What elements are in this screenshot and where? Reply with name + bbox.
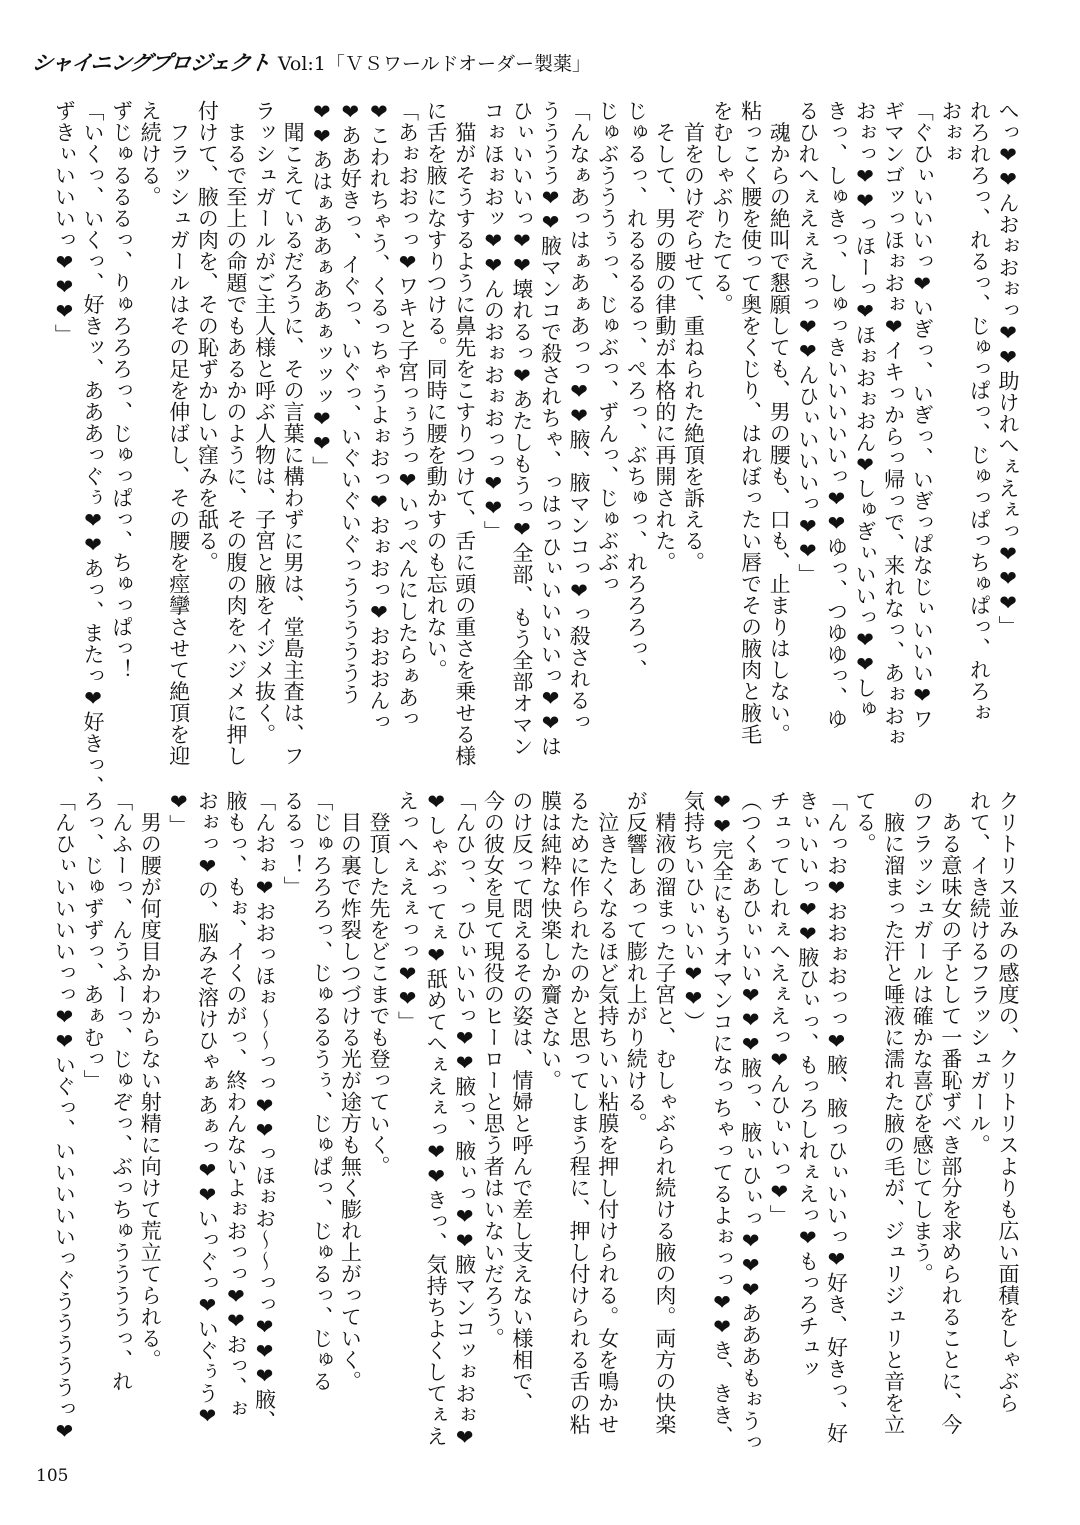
text-column: まるで至上の命題でもあるかのように、その腹の肉をハジメに押し: [223, 100, 248, 767]
text-column: 「んおぉ❤おおっほぉ〜〜っっ❤❤っほぉお〜〜っっ❤❤❤腋、: [252, 790, 277, 1432]
text-column: えっへぇえぇっっ❤❤」: [395, 790, 420, 1033]
text-column: 首をのけぞらせて、重ねられた絶頂を訴える。: [681, 100, 706, 573]
text-column: 「じゅろろろっ、じゅるるうぅ、じゅぱっ、じゅるっ、じゅる: [309, 790, 334, 1392]
text-column: るために作られたのかと思ってしまう程に、押し付けられる舌の粘: [567, 790, 592, 1435]
text-column: ギマンゴッっほぉおぉ❤イキっからっ帰っで、来れなっ、あぉおぉ: [881, 100, 906, 748]
text-column: きっ、しゅきっ、しゅっきいいいいいっ❤❤ゆっ、つゆゆっ、ゆ: [824, 100, 849, 730]
text-column: 「んなぁあっはぁあぁあっっ❤❤腋、腋マンコっ❤っ殺されるっ: [567, 100, 592, 733]
text-column: ろっ、じゅずずっ、あぁむっ」: [81, 790, 105, 1091]
text-column: 腋に溜まった汗と唾液に濡れた腋の毛が、ジュリジュリと音を立: [881, 790, 906, 1435]
text-column: が反響しあって膨れ上がり続ける。: [624, 790, 649, 1134]
text-column: フラッシュガールはその足を伸ばし、その腰を痙攣させて絶頂を迎: [166, 100, 191, 767]
text-column: 登頂した先をどこまでも登っていく。: [366, 790, 391, 1177]
text-column: 精液の溜まった子宮と、むしゃぶられ続ける腋の肉。両方の快楽: [652, 790, 677, 1435]
volume-title: Vol:1「ＶＳワールドオーダー製薬」: [277, 52, 591, 75]
text-column: え続ける。: [138, 100, 163, 208]
text-column: 「んふーっ、んうふーっ、じゅぞっ、ぶっちゅううううっ、れ: [109, 790, 134, 1392]
text-column: るひれへぇえぇえっっ❤❤んひぃいいいっ❤❤」: [795, 100, 820, 585]
text-column: 腋もっ、もぉ、イくのがっ、終わんないよぉおっっ❤❤おっ、ぉ: [223, 790, 248, 1420]
page-number: 105: [36, 1466, 69, 1486]
text-column: おぉっ❤❤っほーっ❤ほぉおぉおん❤しゅぎぃいいっ❤❤しゅ: [853, 100, 878, 720]
text-column: るるっ！」: [281, 790, 306, 898]
text-column: のフラッシュガールは確かな喜びを感じてしまう。: [910, 790, 935, 1285]
text-column: 目の裏で炸裂しつづける光が途方も無く膨れ上がっていく。: [338, 790, 363, 1392]
text-column: おぉっ❤の、脳みそ溶けひゃぁあぁっ❤❤いっぐっ❤いぐぅう❤: [195, 790, 220, 1429]
text-column: チュってしれぇへえぇえっ❤んひぃいっ❤」: [767, 790, 792, 1226]
text-column: 泣きたくなるほど気持ちいい粘膜を押し付けられる。女を鳴かせ: [595, 790, 620, 1435]
text-column: ❤ああ好きっ、イぐっ、いぐっ、いぐいぐいぐっうううううう: [338, 100, 363, 705]
running-header: [32, 44, 591, 80]
text-column: をむしゃぶりたてる。: [710, 100, 735, 315]
text-column: 付けて、腋の肉を、その恥ずかしい窪みを舐る。: [195, 100, 220, 573]
text-column: 「いくっ、いくっ、好きッ、あああっぐぅ❤❤あっ、またっ❤好きっ、: [81, 100, 105, 797]
text-column: 「んひっ、っひぃいいっ❤❤腋っ、腋ぃっ❤❤腋マンコッぉおぉ❤: [452, 790, 477, 1450]
text-column: うううう❤❤腋マンコで殺されちゃ、っはっひぃいいいいっ❤❤は: [538, 100, 563, 757]
text-column: 今の彼女を見て現役のヒーローと思う者はいないだろう。: [481, 790, 506, 1349]
text-column: ❤❤あはぁああぁああぁッッッ❤❤」: [309, 100, 334, 478]
text-column: 魂からの絶叫で懇願しても、男の腰も、口も、止まりはしない。: [767, 100, 792, 745]
text-column: 聞こえているだろうに、その言葉に構わずに男は、堂島主査は、フ: [281, 100, 306, 767]
text-column: おぉぉ: [938, 100, 963, 165]
text-column: ❤こわれちゃう、くるっちゃうよぉおっ❤おぉおっ❤おおおんっ: [366, 100, 391, 733]
text-column: ラッシュガールがご主人様と呼ぶ人物は、子宮と腋をイジメ抜く。: [252, 100, 277, 745]
text-column: 粘っこく腰を使って奥をくじり、はれぼったい唇でその腋肉と腋毛: [738, 100, 763, 745]
text-column: ❤しゃぶってぇ❤舐めてへぇえぇっ❤❤きっ、気持ちよくしてぇえ: [424, 790, 449, 1447]
text-column: 「あぉおおっっ❤ワキと子宮っぅうっ❤いっぺんにしたらぁあっ: [395, 100, 420, 730]
text-column: 男の腰が何度目かわからない射精に向けて荒立てられる。: [138, 790, 163, 1371]
text-column: じゅぶうううぅっ、じゅぶっ、ずんっ、じゅぶぶっ: [595, 100, 620, 595]
text-column: コぉほぉおッ❤❤んのおぉおぉおっっ❤❤」: [481, 100, 506, 542]
text-column: きぃいいっ❤❤腋ひぃっ、もっろしれぇえっ❤もっろチュッ: [795, 790, 820, 1380]
text-column: に舌を腋になすりつける。同時に腰を動かすのも忘れない。: [424, 100, 449, 681]
text-column: 「んひぃいいいいっっ❤❤いぐっ、いいいいいっぐうううううっ❤: [52, 790, 77, 1444]
text-column: じゅるっ、れるるるるっ、ぺろっ、ぶちゅっ、れろろろっ、: [624, 100, 649, 681]
text-column: ❤❤完全にもうオマンコになっちゃってるよぉっっ❤❤き、きき、: [710, 790, 735, 1447]
text-column: 「んっお❤おおぉおっっ❤腋、腋っひぃいいっ❤好き、好きっ、好: [824, 790, 849, 1444]
lower-text-tier: [50, 790, 1022, 1453]
text-column: ずきぃいいいっ❤❤❤」: [52, 100, 77, 346]
text-column: へっ❤❤んおぉおぉっ❤❤助けれへぇえぇっ❤❤❤」: [996, 100, 1020, 637]
text-column: そして、男の腰の律動が本格的に再開された。: [652, 100, 677, 573]
text-column: 猫がそうするように鼻先をこすりつけて、舌に頭の重さを乗せる様: [452, 100, 477, 767]
text-column: 「ぐひぃいいいっ❤いぎっ、いぎっ、いぎっぱなじぃいいい❤ワ: [910, 100, 935, 730]
text-column: クリトリス並みの感度の、クリトリスよりも広い面積をしゃぶら: [996, 790, 1020, 1414]
series-logo: シャイニングプロジェクト: [30, 51, 272, 75]
text-column: れて、イき続けるフラッシュガール。: [967, 790, 992, 1156]
text-column: 気持ちいひぃいい❤❤）: [681, 790, 706, 1033]
text-column: ずじゅるるるっ、りゅろろろっ、じゅっぱっ、ちゅっぱっ！: [109, 100, 134, 681]
text-column: ❤」: [166, 790, 191, 836]
upper-text-tier: [50, 100, 1022, 797]
text-column: ひぃいいいっ❤❤壊れるっ❤あたしもうっ❤全部、もう全部オマン: [509, 100, 534, 757]
text-column: てる。: [853, 790, 878, 855]
text-column: ある意味女の子として一番恥ずべき部分を求められることに、今: [938, 790, 963, 1435]
text-column: （つくぁあひぃいい❤❤❤腋っ、腋ぃひぃっ❤❤❤あああもぉうっ: [738, 790, 763, 1453]
text-column: れろれろっ、れるっ、じゅっぱっ、じゅっぱっちゅぱっ、れろぉ: [967, 100, 992, 724]
text-column: 膜は純粋な快楽しか齎さない。: [538, 790, 563, 1091]
text-column: のけ反って悶えるその姿は、情婦と呼んで差し支えない様相で、: [509, 790, 534, 1414]
